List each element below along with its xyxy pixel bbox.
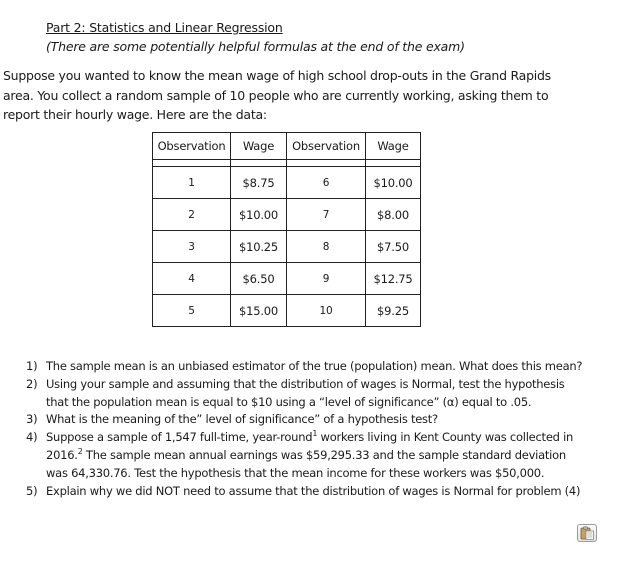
part-title: Part 2: Statistics and Linear Regression bbox=[46, 20, 283, 35]
question-text-part: workers living in Kent County was collected in 2016. bbox=[46, 430, 574, 462]
question-list bbox=[26, 358, 586, 500]
paste-options-icon[interactable] bbox=[577, 524, 597, 542]
observation-cell: 2 bbox=[153, 199, 231, 231]
wage-cell: $10.00 bbox=[231, 199, 287, 231]
observation-cell: 6 bbox=[287, 167, 366, 199]
table-row bbox=[153, 295, 421, 327]
wage-cell: $6.50 bbox=[231, 263, 287, 295]
wage-cell: $9.25 bbox=[366, 295, 421, 327]
question-item-5 bbox=[26, 483, 586, 501]
subtitle-note: (There are some potentially helpful formulas at the end of the exam) bbox=[46, 39, 465, 54]
question-number: 5) bbox=[26, 483, 38, 498]
question-item-3 bbox=[26, 411, 586, 429]
question-text: What is the meaning of the” level of significance” of a hypothesis test? bbox=[46, 412, 438, 427]
question-text: Explain why we did NOT need to assume that the distribution of wages is Normal for problem (4) bbox=[46, 483, 581, 498]
header-observation-1: Observation bbox=[153, 133, 231, 160]
question-number: 4) bbox=[26, 430, 38, 445]
table-header-row bbox=[153, 133, 421, 160]
observation-cell: 9 bbox=[287, 263, 366, 295]
header-observation-2: Observation bbox=[287, 133, 366, 160]
wage-cell: $10.25 bbox=[231, 231, 287, 263]
table-row bbox=[153, 199, 421, 231]
question-number: 3) bbox=[26, 412, 38, 427]
wage-cell: $15.00 bbox=[231, 295, 287, 327]
wage-data-table bbox=[152, 132, 421, 327]
question-item-4 bbox=[26, 429, 586, 482]
observation-cell: 7 bbox=[287, 199, 366, 231]
table-row bbox=[153, 231, 421, 263]
wage-cell: $10.00 bbox=[366, 167, 421, 199]
question-text bbox=[46, 430, 573, 480]
intro-paragraph: Suppose you wanted to know the mean wage of high school drop-outs in the Grand Rapids area. You collect a random sample of 10 people who are currently working, asking them to report their hourly wage. Here are the data: bbox=[3, 68, 551, 122]
wage-cell: $8.75 bbox=[231, 167, 287, 199]
observation-cell: 1 bbox=[153, 167, 231, 199]
wage-cell: $8.00 bbox=[366, 199, 421, 231]
question-item-1 bbox=[26, 358, 586, 376]
observation-cell: 4 bbox=[153, 263, 231, 295]
footnote-marker: 2 bbox=[77, 447, 83, 457]
observation-cell: 8 bbox=[287, 231, 366, 263]
wage-cell: $12.75 bbox=[366, 263, 421, 295]
question-text: Using your sample and assuming that the distribution of wages is Normal, test the hypothesis that the population mean is equal to $10 using a “level of significance” (α) equal to .05. bbox=[46, 376, 565, 409]
table-spacer-row bbox=[153, 160, 421, 167]
question-text-part: The sample mean annual earnings was $59,295.33 and the sample standard deviation was 64,330.76. Test the hypothesis that the mean income for these workers was $50,000. bbox=[46, 447, 566, 480]
observation-cell: 3 bbox=[153, 231, 231, 263]
footnote-marker: 1 bbox=[312, 429, 318, 439]
observation-cell: 5 bbox=[153, 295, 231, 327]
clipboard-icon bbox=[580, 526, 595, 540]
header-wage-2: Wage bbox=[366, 133, 421, 160]
question-number: 1) bbox=[26, 359, 38, 373]
question-text-part: Suppose a sample of 1,547 full-time, year-round bbox=[46, 430, 313, 445]
table-row bbox=[153, 263, 421, 295]
observation-cell: 10 bbox=[287, 295, 366, 327]
header-wage-1: Wage bbox=[231, 133, 287, 160]
wage-cell: $7.50 bbox=[366, 231, 421, 263]
table-row bbox=[153, 167, 421, 199]
question-item-2 bbox=[26, 376, 586, 412]
question-number: 2) bbox=[26, 376, 38, 391]
question-text: The sample mean is an unbiased estimator of the true (population) mean. What does this mean? bbox=[46, 359, 583, 373]
